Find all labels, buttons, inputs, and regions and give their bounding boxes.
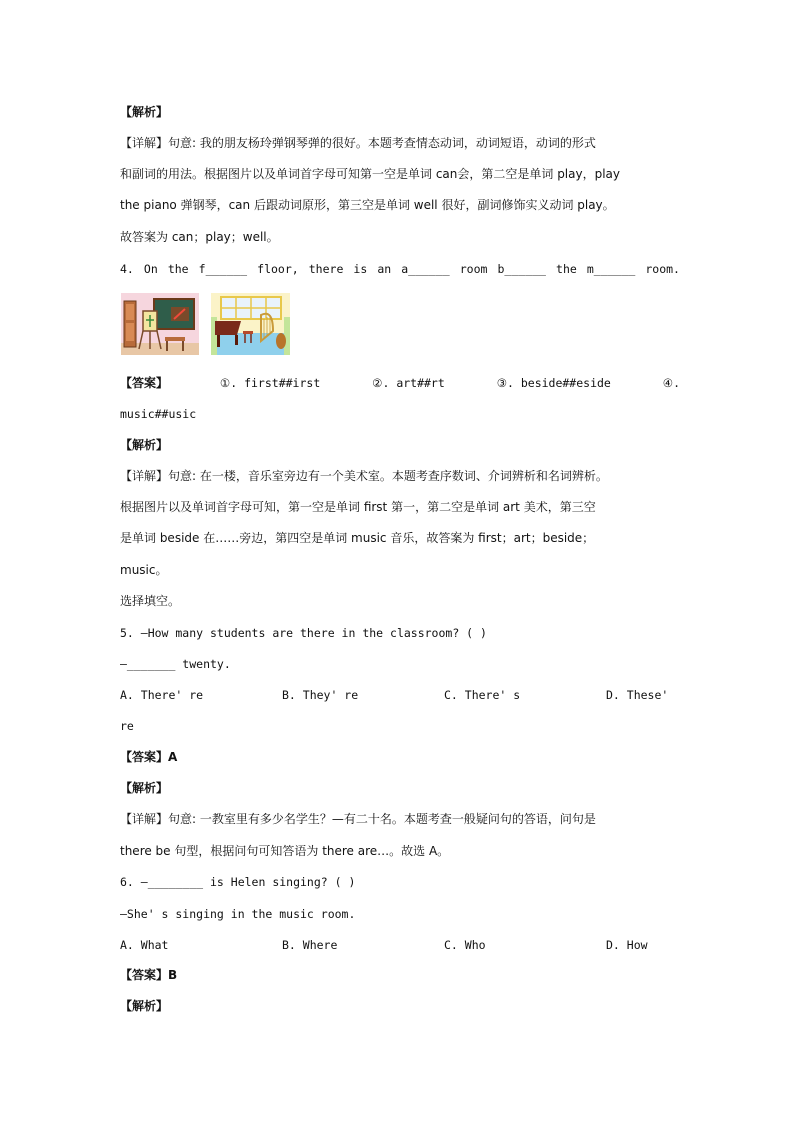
explanation-line: 故答案为 can；play；well。 [120,230,279,244]
question-token: f______ [198,262,248,276]
options-q6 [120,937,680,953]
question-token: On [143,262,158,276]
option-d: D. How [606,938,648,952]
question-line: —_______ twenty. [120,657,231,671]
explanation-line: there be 句型，根据问句可知答语为 there are…。故选 A。 [120,844,450,858]
question-token: 4. [120,262,134,276]
question-token: m______ [586,262,636,276]
question-5: 5. —How many students are there in the classroom? ( ) [120,626,487,640]
question-line: —She' s singing in the music room. [120,907,356,921]
section-title: 选择填空。 [120,594,181,608]
question-token: a______ [401,262,450,276]
option-a: A. What [120,938,169,952]
answer-continuation: music##usic [120,407,197,421]
question-token: there [308,262,344,276]
analysis-heading: 【解析】 [120,105,169,119]
answer-item: ①. first##irst [219,376,321,390]
answer-item: ④. [662,376,680,390]
analysis-heading: 【解析】 [120,781,169,795]
explanation-line: 【详解】句意: 一教室里有多少名学生？—有二十名。本题考查一般疑问句的答语，问句是 [120,812,596,826]
explanation-line: 是单词 beside 在……旁边，第四空是单词 music 音乐，故答案为 first；art；beside； [120,531,595,545]
question-token: room [459,262,488,276]
question-token: the [167,262,189,276]
answer-item: ③. beside##eside [496,376,611,390]
option-c: C. Who [444,938,486,952]
explanation-line: 根据图片以及单词首字母可知，第一空是单词 first 第一，第二空是单词 art 美术，第三空 [120,500,596,514]
explanation-line: music。 [120,563,168,577]
question-token: an [377,262,392,276]
explanation-line: the piano 弹钢琴，can 后跟动词原形，第三空是单词 well 很好，副词修饰实义动词 play。 [120,198,615,212]
explanation-line: 【详解】句意: 我的朋友杨玲弹钢琴弹的很好。本题考查情态动词，动词短语，动词的形式 [120,136,596,150]
option-c: C. There' s [444,688,521,702]
option-continuation: re [120,719,134,733]
question-token: is [353,262,368,276]
answer-q5: 【答案】A [120,750,178,764]
answer-label: 【答案】 [120,376,169,390]
explanation-line: 【详解】句意: 在一楼，音乐室旁边有一个美术室。本题考查序数词、介词辨析和名词辨析。 [120,469,608,483]
art-room-picture [121,293,199,355]
option-a: A. There' re [120,688,204,702]
music-room-picture [211,293,290,355]
explanation-line: 和副词的用法。根据图片以及单词首字母可知第一空是单词 can会，第二空是单词 play，play [120,167,621,181]
question-6: 6. —________ is Helen singing? ( ) [120,875,356,889]
question-4 [120,261,680,277]
answer-q4 [120,375,680,391]
analysis-heading: 【解析】 [120,438,169,452]
question-token: room. [645,262,680,276]
answer-q6: 【答案】B [120,968,178,982]
option-d: D. These' [606,688,669,702]
answer-item: ②. art##rt [372,376,445,390]
options-q5 [120,687,680,703]
question-token: b______ [497,262,546,276]
option-b: B. They' re [282,688,359,702]
analysis-heading: 【解析】 [120,999,169,1013]
question-token: floor, [257,262,299,276]
question-token: the [556,262,577,276]
option-b: B. Where [282,938,338,952]
